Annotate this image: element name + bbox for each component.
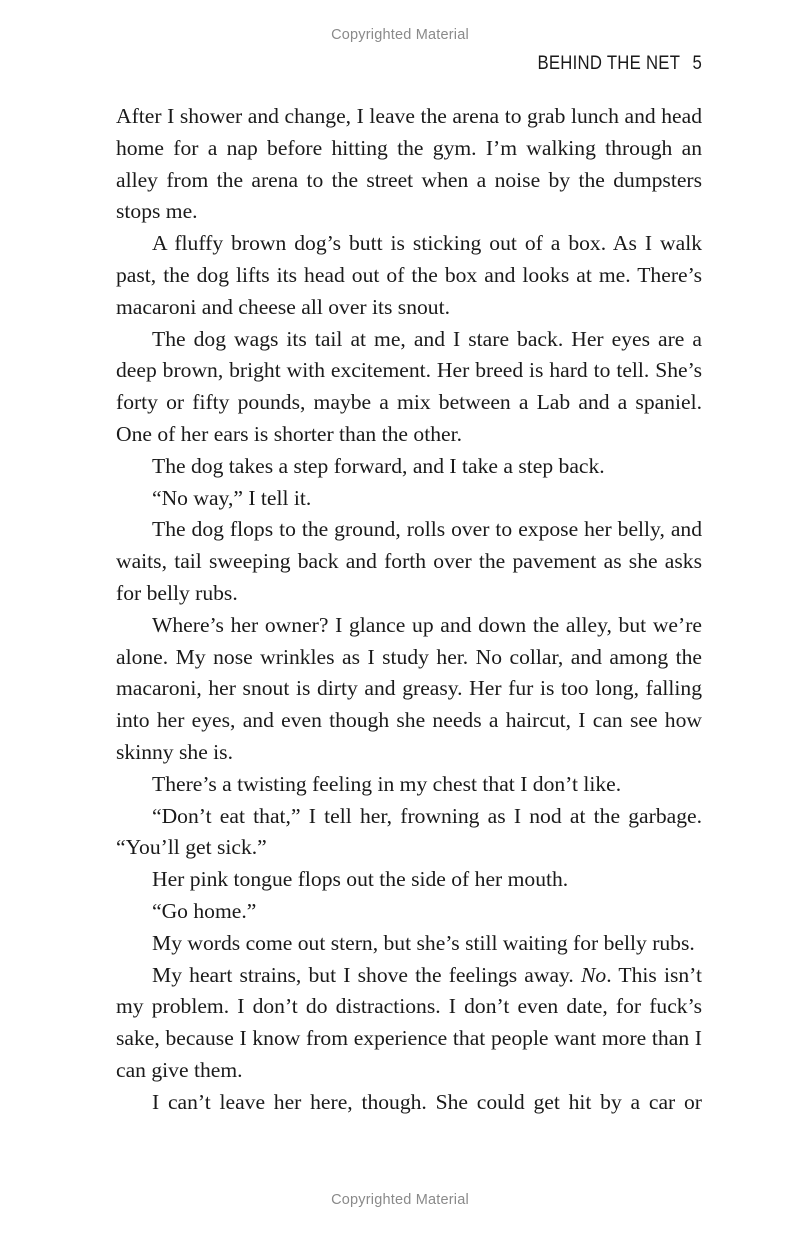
paragraph: There’s a twisting feeling in my chest that I don’t like. xyxy=(152,771,622,796)
paragraph: “Go home.” xyxy=(152,898,257,923)
paragraph: A fluffy brown dog’s butt is sticking out of a box. As I walk past, the dog lifts its head out of the box and looks at me. There’s macaroni and cheese all over its snout. xyxy=(116,231,702,319)
paragraph: The dog flops to the ground, rolls over to expose her belly, and waits, tail sweeping back and forth over the pavement as she asks for belly rubs. xyxy=(116,517,702,605)
paragraph-text: . This isn’t my problem. I don’t do distractions. I don’t even date, for fuck’s sake, because I know from experience that people want more than I can give them. xyxy=(116,962,702,1082)
paragraph: My words come out stern, but she’s still waiting for belly rubs. xyxy=(152,930,695,955)
copyright-watermark-bottom: Copyrighted Material xyxy=(331,1192,469,1208)
body-text xyxy=(116,101,702,1119)
page-number: 5 xyxy=(692,53,702,74)
paragraph: After I shower and change, I leave the arena to grab lunch and head home for a nap before hitting the gym. I’m walking through an alley from the arena to the street when a noise by the dumpsters stops me. xyxy=(116,104,702,224)
paragraph: The dog takes a step forward, and I take a step back. xyxy=(152,453,605,478)
emphasis-text: No xyxy=(581,962,607,987)
copyright-watermark-top: Copyrighted Material xyxy=(331,27,469,43)
paragraph: Her pink tongue flops out the side of her mouth. xyxy=(152,867,569,892)
paragraph: The dog wags its tail at me, and I stare back. Her eyes are a deep brown, bright with excitement. Her breed is hard to tell. She’s forty or fifty pounds, maybe a mix between a Lab and a spaniel. One of her ears is shorter than the other. xyxy=(116,326,702,446)
paragraph: “Don’t eat that,” I tell her, frowning as I nod at the garbage. “You’ll get sick.” xyxy=(116,803,702,860)
paragraph xyxy=(116,960,702,1087)
book-title: BEHIND THE NET xyxy=(537,53,681,74)
paragraph: “No way,” I tell it. xyxy=(152,485,312,510)
paragraph: Where’s her owner? I glance up and down the alley, but we’re alone. My nose wrinkles as I study her. No collar, and among the macaroni, her snout is dirty and greasy. Her fur is too long, falling into her eyes, and even though she needs a haircut, I can see how skinny she is. xyxy=(116,612,702,764)
paragraph-text: My heart strains, but I shove the feelings away. xyxy=(152,962,582,987)
running-header xyxy=(537,53,702,75)
paragraph: I can’t leave her here, though. She could get hit by a car or xyxy=(152,1089,702,1114)
